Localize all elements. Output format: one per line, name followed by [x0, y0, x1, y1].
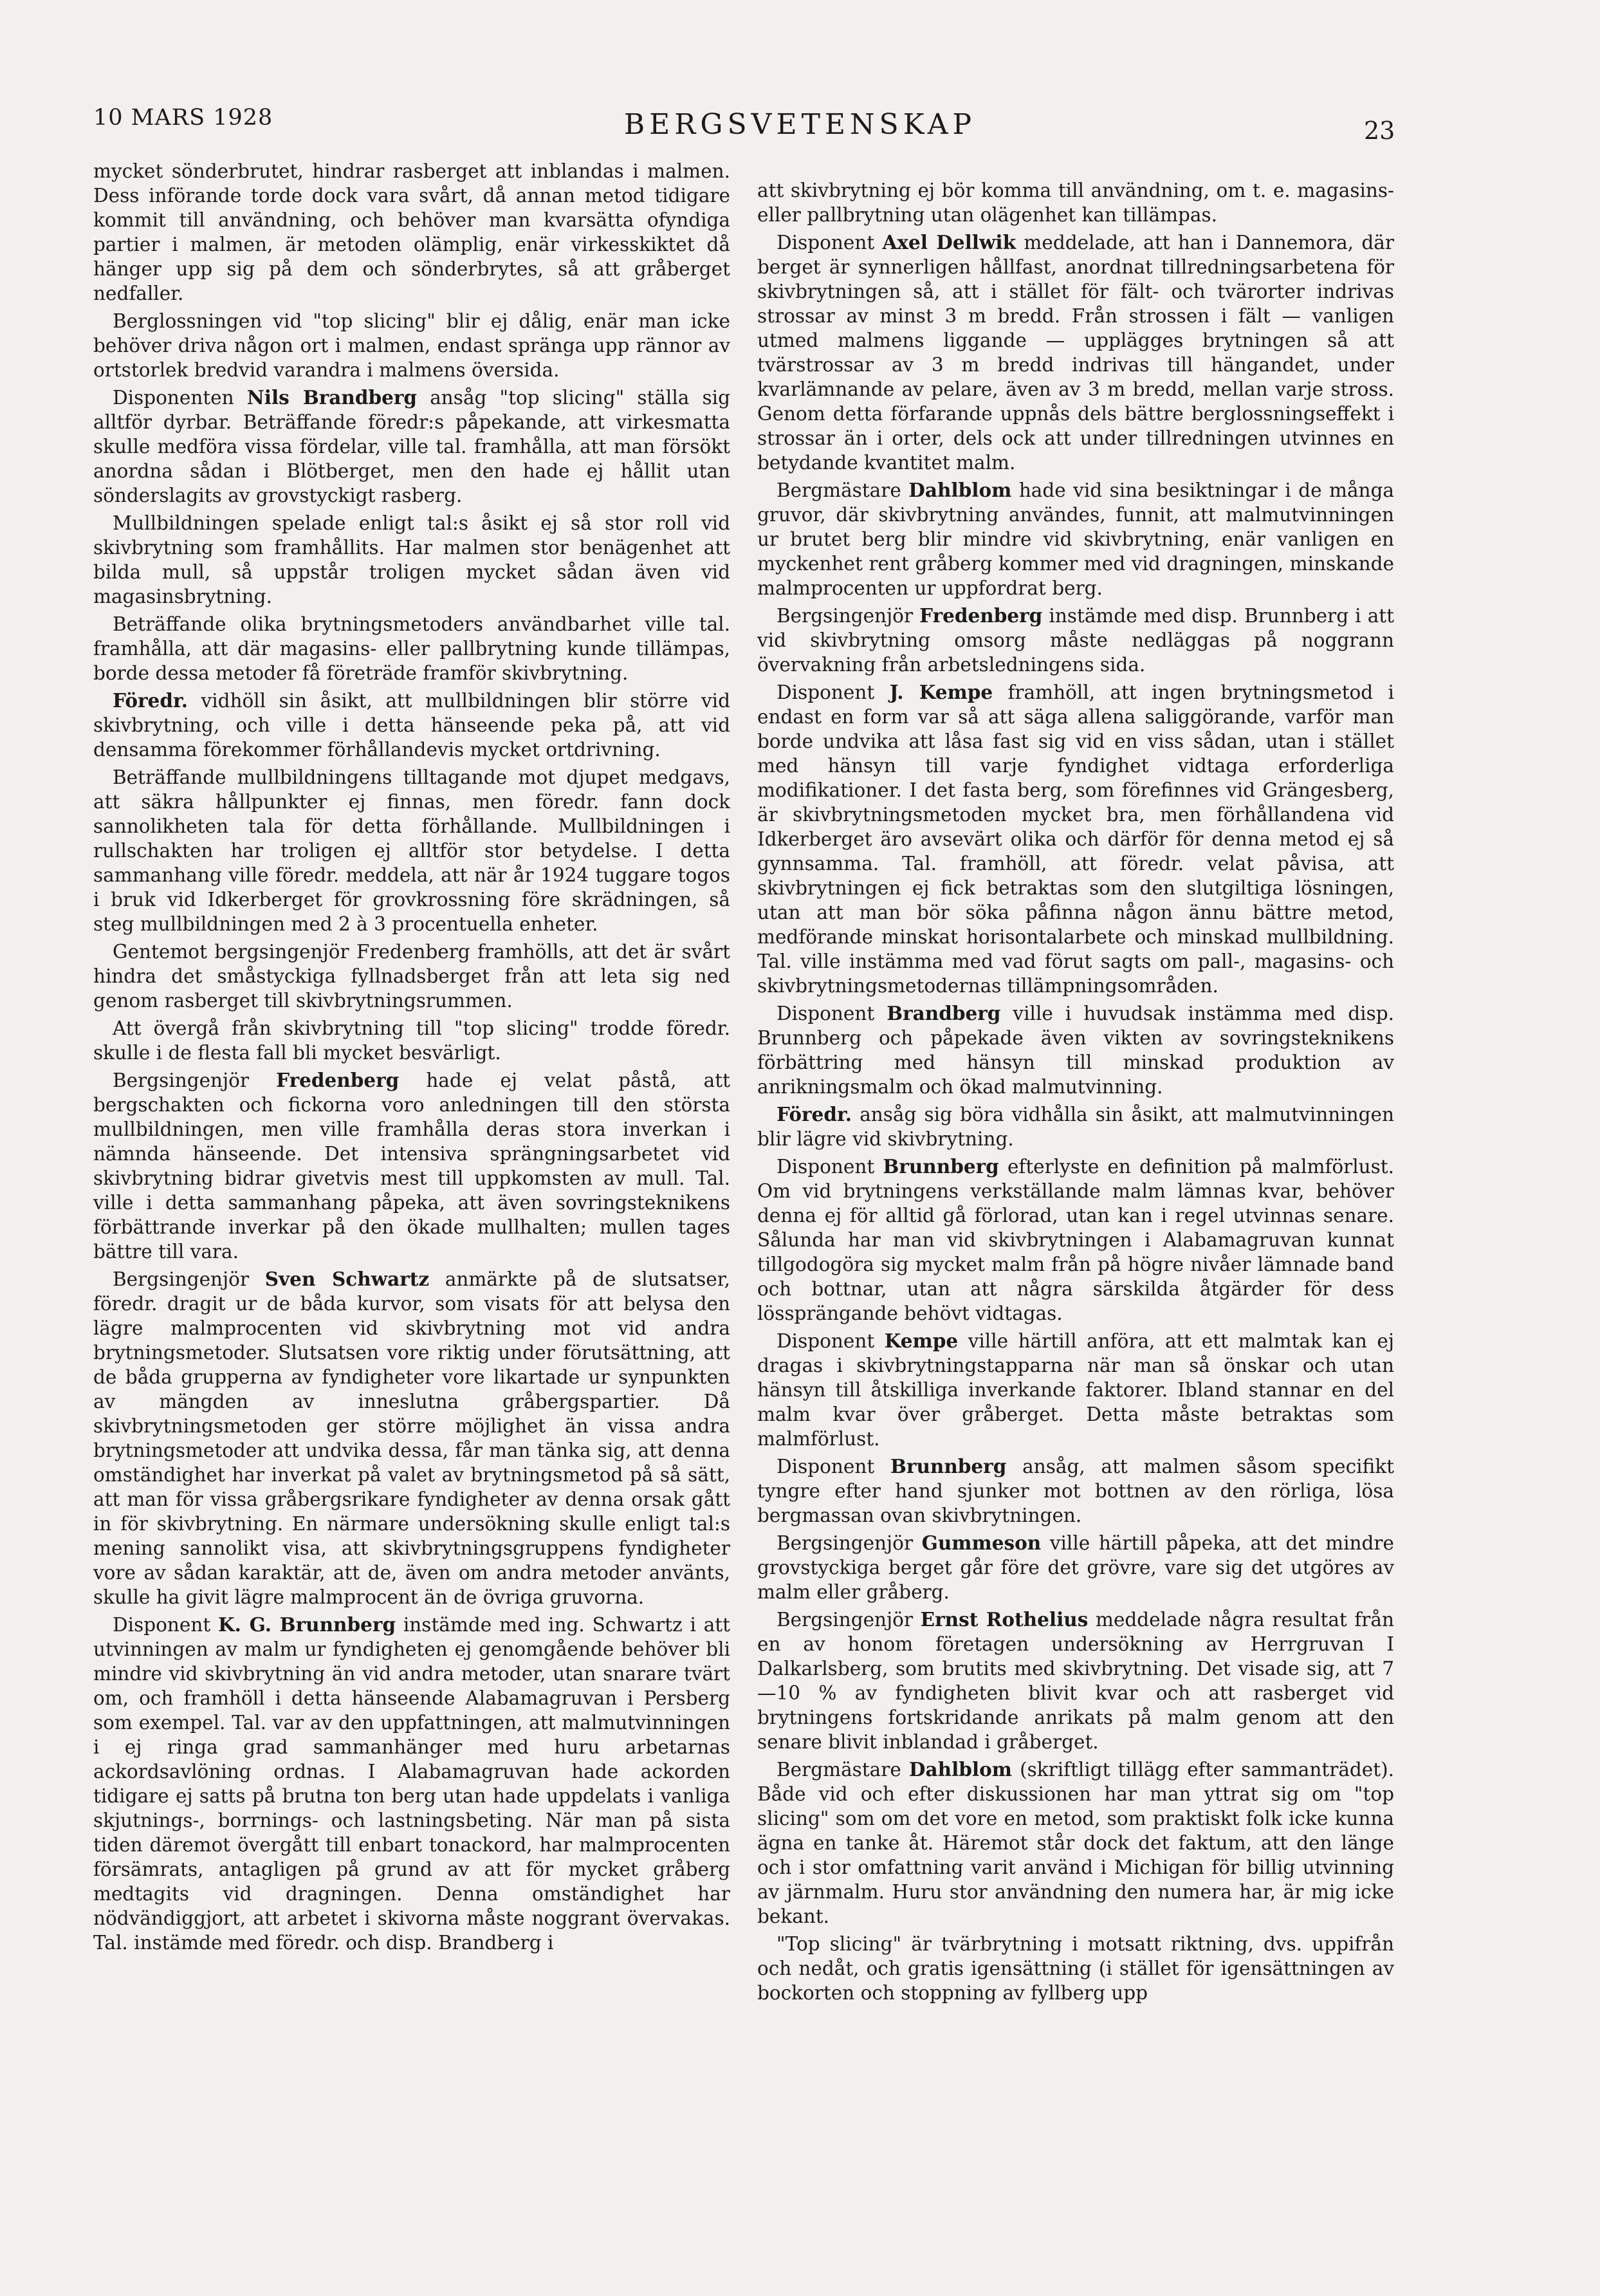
- paragraph-text: ansåg, att malmen såsom specifikt tyngre efter hand sjunker mot bottnen av den rörliga, lösa bergmassan ovan skivbrytningen.: [757, 1456, 1394, 1526]
- page-number: 23: [1364, 116, 1395, 145]
- paragraph-text: efterlyste en definition på malmförlust. Om vid brytningens verkställande malm lämnas kvar, behöver denna ej för alltid gå förlorad, utan kan i regel utvinnas senare. Sålunda har man vid skivbrytningen i Alabamagruvan kunnat tillgodogöra sig mycket malm från på högre nivåer lämnade band och bottnar, utan att några särskilda åtgärder för dess lössprängande behövt vidtagas.: [757, 1156, 1394, 1324]
- speaker-title: Bergsingenjör: [113, 1069, 277, 1091]
- paragraph-text: vidhöll sin åsikt, att mullbildningen blir större vid skivbrytning, och ville i detta hänseende peka på, att vid densamma förekommer förhållandevis mycket ortdrivning.: [93, 690, 730, 761]
- paragraph-text: ville härtill anföra, att ett malmtak kan ej dragas i skivbrytningstapparna när man så önskar och utan hänsyn till åtskilliga inverkande faktorer. Ibland stannar en del malm kvar över gråberget. Detta måste betraktas som malmförlust.: [757, 1330, 1394, 1450]
- speaker-name: Axel Dellwik: [882, 231, 1016, 254]
- speaker-title: Bergsingenjör: [777, 605, 920, 627]
- speaker-name: Fredenberg: [919, 604, 1043, 627]
- speaker-title: Disponenten: [113, 387, 247, 409]
- right-column: [757, 178, 1394, 2008]
- speaker-title: Disponent: [777, 1456, 890, 1477]
- paragraph-text: att skivbrytning ej bör komma till användning, om t. e. magasins- eller pallbrytning utan olägenhet kan tillämpas.: [757, 180, 1394, 226]
- paragraph-text: meddelade, att han i Dannemora, där berget är synnerligen hållfast, anordnat tillredningsarbetena för skivbrytningen så, att i stället för fält- och tvärorter indrivas strossar av minst 3 m bredd. Från strossen i fält — vanligen utmed malmens liggande — upplägges brytningen så att tvärstrossar av 3 m bredd indrivas till hängandet, under kvarlämnande av pelare, även av 3 m bredd, mellan varje stross. Genom detta förfarande uppnås dels bättre berglossningseffekt i strossar än i orter, dels ock att under tillredningen utvinnes en betydande kvantitet malm.: [757, 232, 1394, 474]
- paragraph: [757, 1329, 1394, 1451]
- paragraph-text: instämde med ing. Schwartz i att utvinningen av malm ur fyndigheten ej genomgående behöver bli mindre vid skivbrytning än vid andra metoder, utan snarare tvärt om, och framhöll i detta hänseende Alabamagruvan i Persberg som exempel. Tal. var av den uppfattningen, att malmutvinningen i ej ringa grad sammanhänger med huru arbetarnas ackordsavlöning ordnas. I Alabamagruvan hade ackorden tidigare ej satts på brutna ton berg utan hade uppdelats i vanliga skjutnings-, borrnings- och lastningsbeting. När man på sista tiden däremot övergått till enbart tonackord, har malmprocenten försämrats, antagligen på grund av att för mycket gråberg medtagits vid dragningen. Denna omständighet har nödvändiggjort, att arbetet i skivorna måste noggrant övervakas. Tal. instämde med föredr. och disp. Brandberg i: [93, 1614, 730, 1954]
- speaker-title: Disponent: [777, 681, 890, 703]
- speaker-name: Dahlblom: [908, 1758, 1012, 1781]
- paragraph-text: hade vid sina besiktningar i de många gruvor, där skivbrytning användes, funnit, att malmutvinningen ur brutet berg blir mindre vid skivbrytning, enär vanligen en myckenhet rent gråberg kommer med vid dragningen, minskande malmprocenten ur uppfordrat berg.: [757, 479, 1394, 599]
- paragraph: [757, 1932, 1394, 2005]
- paragraph-text: Beträffande mullbildningens tilltagande mot djupet medgavs, att säkra hållpunkter ej finnas, men föredr. fann dock sannolikheten tala för detta förhållande. Mullbildningen i rullschakten har troligen ej alltför stor betydelse. I detta sammanhang ville föredr. meddela, att när år 1924 tuggare togos i bruk vid Idkerberget för grovkrossning före skrädningen, så steg mullbildningen med 2 à 3 procentuella enheter.: [93, 766, 730, 935]
- paragraph-text: anmärkte på de slutsatser, föredr. dragit ur de båda kurvor, som visats för att belysa den lägre malmprocenten vid skivbrytning mot vid andra brytningsmetoder. Slutsatsen vore riktig under förutsättning, att de båda grupperna av fyndigheter vore likartade ur synpunkten av mängden av inneslutna gråbergspartier. Då skivbrytningsmetoden ger större möjlighet än vissa andra brytningsmetoder att undvika dessa, får man tänka sig, att denna omständighet har inverkat på valet av brytningsmetod på så sätt, att man för vissa gråbergsrikare fyndigheter av denna orsak gått in för skivbrytning. En närmare undersökning skulle enligt tal:s mening sannolikt visa, att skivbrytningsgruppens fyndigheter vore av sådan karaktär, att de, även om andra metoder använts, skulle ha givit lägre malmprocent än de övriga gruvorna.: [93, 1268, 730, 1608]
- paragraph: [93, 940, 730, 1013]
- paragraph-text: Att övergå från skivbrytning till "top slicing" trodde föredr. skulle i de flesta fall bli mycket besvärligt.: [93, 1017, 730, 1064]
- paragraph-text: (skriftligt tillägg efter sammanträdet). Både vid och efter diskussionen har man yttrat sig om "top slicing" som om det vore en metod, som praktiskt folk icke kunna ägna en tanke åt. Häremot står dock det faktum, att den länge och i stor omfattning varit använd i Michigan för billig utvinning av järnmalm. Huru stor användning den numera har, är mig icke bekant.: [757, 1759, 1394, 1927]
- speaker-title: Disponent: [777, 1003, 887, 1024]
- speaker-name: Gummeson: [921, 1532, 1042, 1554]
- paragraph: [93, 1613, 730, 1955]
- paragraph: [93, 612, 730, 685]
- speaker-name: Kempe: [884, 1329, 959, 1352]
- paragraph: [757, 178, 1394, 227]
- paragraph: [93, 765, 730, 936]
- speaker-title: Disponent: [113, 1614, 218, 1636]
- speaker-name: Brunnberg: [883, 1155, 999, 1178]
- speaker-name: Brandberg: [887, 1002, 1001, 1024]
- paragraph: [93, 385, 730, 508]
- paragraph-text: Gentemot bergsingenjör Fredenberg framhölls, att det är svårt hindra det småstyckiga fyllnadsberget från att leta sig ned genom rasberget till skivbrytningsrummen.: [93, 941, 730, 1012]
- speaker-title: Bergmästare: [777, 1759, 909, 1781]
- paragraph-text: framhöll, att ingen brytningsmetod i endast en form var så att säga allena saliggörande, varför man borde undvika att låsa fast sig vid en viss sådan, utan i stället med hänsyn till varje fyndighet vidtaga erforderliga modifikationer. I det fasta berg, som förefinnes vid Grängesberg, är skivbrytningsmetoden mycket bra, men förhållandena vid Idkerberget äro avsevärt olika och därför för denna metod ej så gynnsamma. Tal. framhöll, att föredr. velat påvisa, att skivbrytningen ej fick betraktas som den slutgiltiga lösningen, utan att man bör söka påfinna någon ännu bättre metod, medförande minskat horisontalarbete och minskad mullbildning. Tal. ville instämma med vad förut sagts om pall-, magasins- och skivbrytningsmetodernas tillämpningsområden.: [757, 681, 1394, 997]
- paragraph: [757, 1001, 1394, 1099]
- paragraph-text: ville i huvudsak instämma med disp. Brunnberg och påpekade även vikten av sovringsteknikens förbättring med hänsyn till minskad produktion av anrikningsmalm och ökad malmutvinning.: [757, 1003, 1394, 1098]
- paragraph-text: Mullbildningen spelade enligt tal:s åsikt ej så stor roll vid skivbrytning som framhållits. Har malmen stor benägenhet att bilda mull, så uppstår troligen mycket sådan även vid magasinsbrytning.: [93, 512, 730, 607]
- paragraph-text: instämde med disp. Brunnberg i att vid skivbrytning omsorg måste nedläggas på noggrann övervakning från arbetsledningens sida.: [757, 605, 1394, 676]
- speaker-title: Disponent: [777, 232, 883, 254]
- speaker-name: Föredr.: [777, 1103, 852, 1125]
- paragraph-text: Beträffande olika brytningsmetoders användbarhet ville tal. framhålla, att där magasins- eller pallbrytning kunde tillämpas, borde dessa metoder få företräde framför skivbrytning.: [93, 613, 730, 684]
- header-date: 10 MARS 1928: [93, 105, 273, 131]
- paragraph-text: ansåg "top slicing" ställa sig alltför dyrbar. Beträffande föredr:s påpekande, att virkesmatta skulle medföra vissa fördelar, ville tal. framhålla, att man försökt anordna sådan i Blötberget, men den hade ej hållit utan sönderslagits av grovstyckigt rasberg.: [93, 387, 730, 506]
- paragraph: [757, 1531, 1394, 1604]
- speaker-title: Bergsingenjör: [113, 1268, 265, 1290]
- paragraph: [93, 309, 730, 382]
- paragraph: [757, 230, 1394, 475]
- speaker-name: Ernst Rothelius: [920, 1608, 1089, 1631]
- speaker-name: K. G. Brunnberg: [217, 1613, 396, 1636]
- paragraph-text: Berglossningen vid "top slicing" blir ej dålig, enär man icke behöver driva någon ort i malmen, endast spränga upp rännor av ortstorlek bredvid varandra i malmens översida.: [93, 310, 730, 381]
- speaker-name: Sven Schwartz: [264, 1268, 430, 1290]
- speaker-name: Dahlblom: [908, 479, 1012, 501]
- paragraph: [757, 1607, 1394, 1754]
- speaker-title: Bergmästare: [777, 479, 909, 501]
- paragraph: [757, 680, 1394, 998]
- paragraph-text: ville härtill påpeka, att det mindre grovstyckiga berget går före det grövre, vare sig det utgöres av malm eller gråberg.: [757, 1532, 1394, 1603]
- paragraph: [93, 689, 730, 762]
- speaker-title: Bergsingenjör: [777, 1532, 922, 1554]
- paragraph: [757, 1454, 1394, 1528]
- paragraph-text: hade ej velat påstå, att bergschakten och fickorna voro anledningen till den största mullbildningen, men ville framhålla deras stora inverkan i nämnda hänseende. Det intensiva sprängningsarbetet vid skivbrytning bidrar givetvis mest till uppkomsten av mull. Tal. ville i detta sammanhang påpeka, att även sovringsteknikens förbättrande inverkar på den ökade mullhalten; mullen tages bättre till vara.: [93, 1069, 730, 1263]
- paragraph: [757, 1154, 1394, 1326]
- paragraph: [757, 1757, 1394, 1929]
- paragraph: [757, 604, 1394, 677]
- paragraph-text: ansåg sig böra vidhålla sin åsikt, att malmutvinningen blir lägre vid skivbrytning.: [757, 1104, 1394, 1150]
- paragraph: [757, 1102, 1394, 1151]
- paragraph: [93, 511, 730, 609]
- paragraph: [93, 1267, 730, 1609]
- paragraph: [93, 159, 730, 306]
- journal-title: BERGSVETENSKAP: [623, 108, 977, 141]
- paragraph: [93, 1068, 730, 1264]
- speaker-name: Nils Brandberg: [246, 386, 418, 409]
- paragraph: [93, 1016, 730, 1065]
- left-column: [93, 159, 730, 1958]
- speaker-title: Disponent: [777, 1330, 885, 1352]
- speaker-name: Fredenberg: [276, 1069, 400, 1091]
- speaker-name: Föredr.: [113, 689, 189, 712]
- paragraph-text: mycket sönderbrutet, hindrar rasberget att inblandas i malmen. Dess införande torde dock vara svårt, då annan metod tidigare kommit till användning, och behöver man kvarsätta ofyndiga partier i malmen, är metoden olämplig, enär virkesskiktet då hänger upp sig på dem och sönderbrytes, så att gråberget nedfaller.: [93, 160, 730, 304]
- speaker-name: J. Kempe: [889, 681, 993, 703]
- speaker-name: Brunnberg: [890, 1455, 1007, 1477]
- paragraph-text: meddelade några resultat från en av honom företagen undersökning av Herrgruvan I Dalkarlsberg, som brutits med skivbrytning. Det visade sig, att 7—10 % av fyndigheten blivit kvar och att rasberget vid brytningens fortskridande anrikats på malm genom att den senare blivit inblandad i gråberget.: [757, 1609, 1394, 1753]
- paragraph: [757, 478, 1394, 600]
- speaker-title: Disponent: [777, 1156, 883, 1178]
- paragraph-text: "Top slicing" är tvärbrytning i motsatt riktning, dvs. uppifrån och nedåt, och gratis igensättning (i stället för igensättningen av bockorten och stoppning av fyllberg upp: [757, 1933, 1394, 2004]
- speaker-title: Bergsingenjör: [777, 1609, 921, 1631]
